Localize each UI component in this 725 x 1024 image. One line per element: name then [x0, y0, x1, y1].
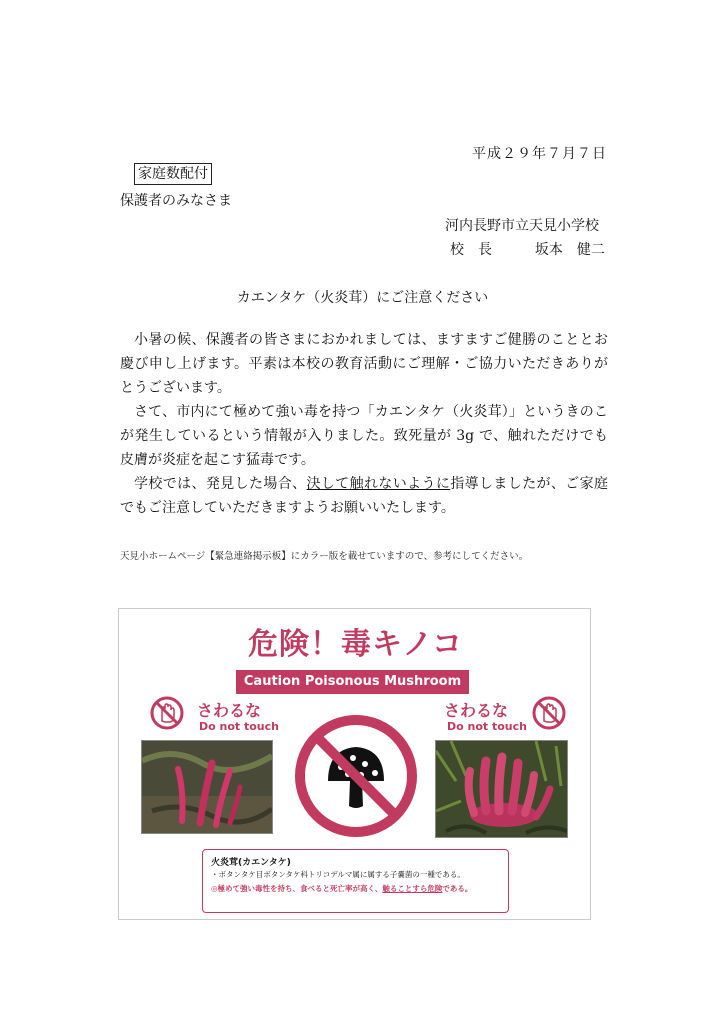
- left-do-not-touch-label: さわるな: [197, 701, 262, 720]
- letter-body: [120, 328, 608, 520]
- paragraph-2: さて、市内にて極めて強い毒を持つ「カエンタケ（火炎茸）」というきのこが発生しているという情報が入りました。致死量が 3g で、触れただけでも皮膚が炎症を起こす猛毒です。: [120, 404, 608, 468]
- principal-name: 坂本 健二: [534, 242, 605, 258]
- info-danger-start: ◎極めて強い毒性を持ち、食べると死亡率が高く、: [211, 884, 383, 893]
- info-classification: ・ボタンタケ目ボタンタケ科トリコデルマ属に属する子嚢菌の一種である。: [211, 870, 465, 879]
- info-danger-end: である。: [442, 884, 473, 893]
- no-touch-hand-icon: [531, 695, 567, 731]
- paragraph-3: [120, 472, 608, 520]
- letter-date: 平成２９年７月７日: [472, 146, 607, 162]
- paragraph-3-end: 指導しましたが、ご家庭でもご注意していただきますようお願いいたします。: [120, 476, 608, 516]
- info-danger: [211, 883, 472, 894]
- poster-title: 危険！毒キノコ: [248, 627, 463, 662]
- left-mushroom-photo: [141, 740, 273, 834]
- paragraph-1: 小暑の候、保護者の皆さまにおかれましては、ますますご健勝のこととお慶び申し上げます。平素は本校の教育活動にご理解・ご協力いただきありがとうございます。: [120, 332, 608, 396]
- principal-line: [450, 239, 605, 259]
- no-mushroom-icon: [291, 711, 421, 841]
- letter-title: カエンタケ（火炎茸）にご注意ください: [236, 290, 489, 306]
- right-mushroom-photo: [435, 740, 568, 838]
- left-do-not-touch-en: Do not touch: [199, 720, 279, 733]
- right-do-not-touch-en: Do not touch: [447, 720, 527, 733]
- mushroom-info-box: [202, 849, 509, 913]
- paragraph-3-start: 学校では、発見した場合、: [134, 476, 307, 492]
- homepage-note: 天見小ホームページ【緊急連絡掲示板】にカラー版を載せていますので、参考にしてください。: [120, 551, 529, 562]
- right-do-not-touch-label: さわるな: [444, 701, 509, 720]
- underlined-warning: 決して触れないように: [306, 476, 451, 492]
- school-name: 河内長野市立天見小学校: [445, 218, 599, 234]
- addressee: 保護者のみなさま: [120, 193, 232, 209]
- poster-caption: Caution Poisonous Mushroom: [236, 670, 469, 694]
- poison-mushroom-poster: [118, 608, 591, 920]
- principal-title: 校 長: [450, 242, 492, 258]
- info-title: 火炎茸(カエンタケ): [211, 858, 291, 868]
- distribution-label: 家庭数配付: [134, 163, 212, 185]
- no-touch-hand-icon: [149, 695, 185, 731]
- info-danger-underline: 触ることすら危険: [382, 884, 443, 893]
